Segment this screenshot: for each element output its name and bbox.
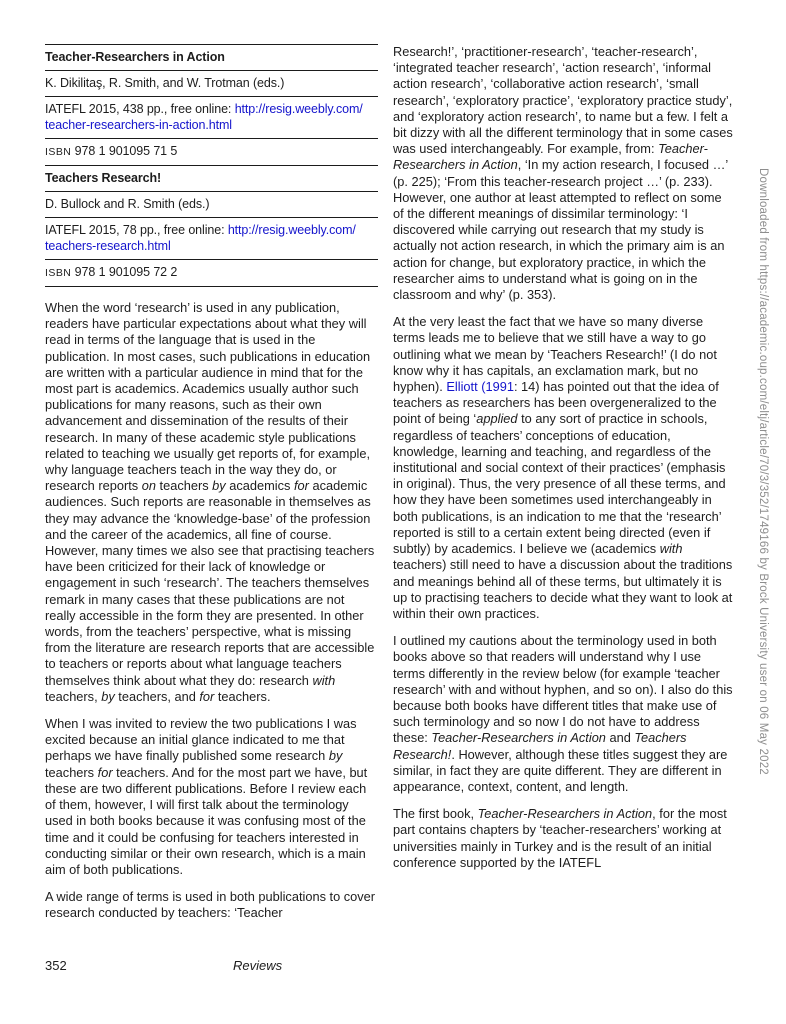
book2-url-link[interactable]: http://resig.weebly.com/​teachers-research.html [45, 223, 356, 253]
text-run: The first book, [393, 806, 478, 822]
text-run: applied [476, 411, 518, 427]
text-run: IATEFL 2015, 78 pp., free online: [45, 223, 228, 237]
page-footer [0, 958, 786, 982]
running-head: Reviews [233, 958, 283, 973]
text-run: At the very least the fact that we have so many diverse terms leads me to believe that we still have a way to go outlining what we mean by ‘Teachers Research!’ (I do not know why it has capitals, an exclamation mark, but no hyphen). [393, 314, 717, 395]
text-run: D. Bullock and R. Smith (eds.) [45, 197, 210, 211]
text-run: on [141, 478, 156, 494]
text-run: by [212, 478, 226, 494]
text-run: Teacher-Researchers in Action [393, 141, 708, 173]
text-run: ISBN [45, 267, 72, 279]
paragraph-right-1 [393, 44, 733, 303]
text-run: to any sort of practice in schools, regardless of teachers’ conceptions of education, knowledge, learning and teaching, and regardless of the institutional and social context of their practices’ (emphasis in original). Thus, the very presence of all these terms, and how they have been sometimes used interchangeably in both publications, is an indication to me that the ‘research’ reported is still to a certain extent being directed (even if subtly) by academics. I believe we (academics [393, 411, 726, 557]
text-run: When I was invited to review the two publications I was excited because an initial glance indicated to me that perhaps we have finally published some research [45, 716, 357, 764]
text-run: teachers. And for the most part we have, but these are two different publications. Before I review each of them, however, I will first talk about the terminology used in both books because it was confusing most of the time and it could be confusing for teachers interested in conducting similar or their own research, which is a main aim of both publications. [45, 764, 368, 877]
text-run: teachers [155, 478, 213, 494]
right-column [393, 44, 733, 882]
book2-publication [45, 217, 378, 259]
text-run: K. Dikilitaş, R. Smith, and W. Trotman (eds.) [45, 76, 285, 90]
book1-isbn [45, 138, 378, 165]
book2-isbn [45, 259, 378, 286]
text-run: 978 1 901095 71 5 [71, 144, 178, 158]
text-run: A wide range of terms is used in both publications to cover research conducted by teachers: ‘Teacher [45, 889, 376, 921]
text-run: , for the most part contains chapters by ‘teacher-researchers’ working at universities mainly in Turkey and is the result of an initial conference supported by the IATEFL [393, 806, 727, 870]
text-run: When the word ‘research’ is used in any publication, readers have particular expectations about what they will read in terms of the language that is used in the publication. In most cases, such publications in education are written with a particular audience in mind that for the most part is academics. Academics usually author such publications for many reasons, such as their own advancement and dissemination of the results of their research. In many of these academic style publications related to teaching we usually get reports of, for example, why language teachers teach in the way they do, or research reports [45, 300, 371, 494]
text-run: . However, although these titles suggest they are similar, in fact they are quite different. They are different in appearance, context, content, and length. [393, 746, 728, 794]
left-column [45, 44, 378, 933]
text-run: teachers) still need to have a discussion about the traditions and meanings behind all of these terms, but ultimately it is up to practising teachers to decide what they want to look at within their own practices. [393, 557, 733, 621]
text-run: ISBN [45, 146, 72, 158]
book1-publication [45, 96, 378, 138]
book1-title [45, 44, 378, 70]
text-run: teachers. [214, 688, 271, 704]
text-run: for [293, 478, 309, 494]
text-run: for [97, 764, 113, 780]
text-run: academic audiences. Such reports are reasonable in themselves as they may advance the ‘knowledge-base’ of the profession and the career of the academics, all fine of course. However, many times we also see that practising teachers have been criticized for their lack of knowledge or engagement in such ‘research’. The teachers themselves remark in many cases that these publications are not really accessible in the form they are presented. In other words, from the teachers’ perspective, what is missing from the literature are research reports that are accessible to teachers or reports about what language teachers themselves think about what they do: research [45, 478, 375, 688]
text-run: Teacher-Researchers in Action [477, 806, 653, 822]
paragraph-right-2 [393, 314, 733, 622]
text-run: IATEFL 2015, 438 pp., free online: [45, 102, 235, 116]
page-number: 352 [45, 958, 67, 973]
text-run: Teachers Research! [45, 171, 162, 185]
book-citation-block [45, 44, 378, 287]
paragraph-right-4 [393, 806, 733, 871]
text-run: for [199, 688, 215, 704]
text-run: with [312, 672, 336, 688]
text-run: : 14) has pointed out that the idea of teachers as researchers has been overgeneralized to the point of being ‘ [393, 379, 719, 427]
text-run: teachers [45, 764, 98, 780]
text-run: Teachers Research! [393, 730, 687, 762]
text-run: Research!’, ‘practitioner-research’, ‘teacher-research’, ‘integrated teacher research’, ‘action research’, ‘informal action research’, ‘collaborative action research’, ‘small research’, ‘exploratory practice’, ‘exploratory practice study’, and ‘exploratory action research’, to name but a few. I felt a bit dizzy with all the different terminology that in some cases was used interchangeably. For example, from: [393, 44, 733, 157]
text-run: Teacher-Researchers in Action [45, 50, 225, 64]
book1-url-link[interactable]: http://resig.weebly.com/​teacher-researchers-in-action.html [45, 102, 363, 132]
book2-authors [45, 191, 378, 217]
paragraph-left-1 [45, 300, 378, 705]
text-run: by [101, 688, 115, 704]
text-run: , ‘In my action research, I focused …’ (p. 225); ‘From this teacher-research project …’ (p. 233). However, one author at least attempted to reflect on some of the different meanings of dissimilar terminology: ‘I discovered while carrying out research that my study is actually not action research, in which the primary aim is an action for change, but exploratory practice, in which the researcher aims to understand what is going on in the classroom and why’ (p. 353). [393, 157, 728, 303]
text-run: Teacher-Researchers in Action [431, 730, 606, 746]
book1-authors [45, 70, 378, 96]
text-run: academics [225, 478, 294, 494]
text-run: 978 1 901095 72 2 [71, 265, 178, 279]
text-run: by [328, 748, 343, 764]
text-run: teachers, [45, 688, 102, 704]
elliott-1991-citation-link[interactable]: Elliott (1991 [446, 379, 514, 395]
paragraph-right-3 [393, 633, 733, 795]
text-run: teachers, and [114, 688, 200, 704]
paragraph-left-2 [45, 716, 378, 878]
paragraph-left-3 [45, 889, 378, 921]
text-run: and [605, 730, 635, 746]
book2-title [45, 165, 378, 191]
download-watermark: Downloaded from https://academic.oup.com/eltj/article/70/3/352/1749166 by Brock University user on 06 May 2022 [757, 168, 769, 775]
text-run: with [659, 541, 683, 557]
text-run: I outlined my cautions about the terminology used in both books above so that readers will understand why I use terms differently in the review below (for example ‘teacher research’ with and without hyphen, and so on). I also do this because both books have different titles that make use of such terminology and so now I do not have to address these: [393, 633, 733, 746]
